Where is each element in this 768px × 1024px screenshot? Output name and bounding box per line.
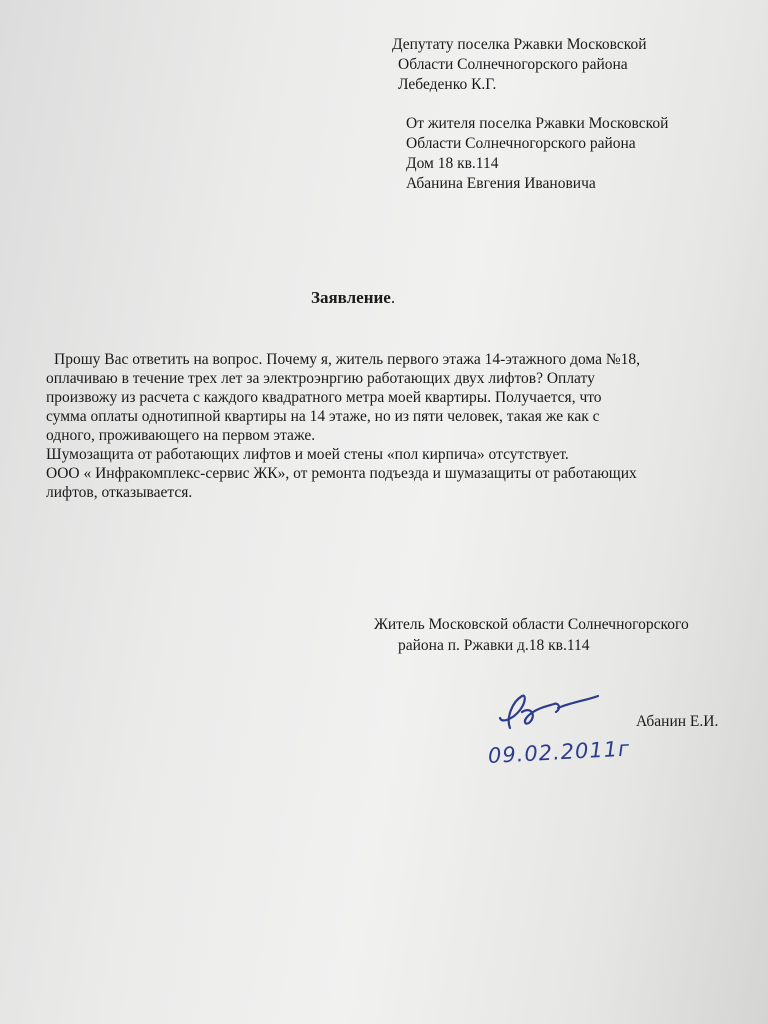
addressee-block bbox=[392, 35, 647, 95]
handwritten-date: 09.02.2011г bbox=[487, 736, 631, 768]
handwritten-signature bbox=[492, 688, 602, 736]
signer-block bbox=[374, 614, 689, 656]
sender-line: Абанина Евгения Ивановича bbox=[406, 175, 596, 192]
sender-block bbox=[406, 114, 668, 194]
body-line: произвожу из расчета с каждого квадратного метра моей квартиры. Получается, что bbox=[46, 389, 602, 406]
signer-line: района п. Ржавки д.18 кв.114 bbox=[398, 637, 590, 654]
body-line: ООО « Инфракомплекс-сервис ЖК», от ремонта подъезда и шумазащиты от работающих bbox=[46, 465, 637, 482]
sender-line: От жителя поселка Ржавки Московской bbox=[406, 115, 669, 132]
addressee-line: Лебеденко К.Г. bbox=[398, 76, 497, 93]
addressee-line: Депутату поселка Ржавки Московской bbox=[392, 36, 647, 53]
body-line: сумма оплаты однотипной квартиры на 14 этаже, но из пяти человек, такая же как с bbox=[46, 408, 600, 425]
body-line: одного, проживающего на первом этаже. bbox=[46, 427, 316, 444]
signer-name: Абанин Е.И. bbox=[636, 713, 719, 730]
document-title bbox=[311, 288, 395, 308]
statement-body bbox=[46, 350, 640, 502]
document-title-text: Заявление bbox=[311, 288, 391, 307]
addressee-line: Области Солнечногорского района bbox=[398, 56, 628, 73]
body-line: Шумозащита от работающих лифтов и моей стены «пол кирпича» отсутствует. bbox=[46, 446, 569, 463]
body-line: Прошу Вас ответить на вопрос. Почему я, житель первого этажа 14-этажного дома №18, bbox=[54, 351, 641, 368]
document-title-dot: . bbox=[390, 288, 396, 307]
sender-line: Области Солнечногорского района bbox=[406, 135, 636, 152]
sender-line: Дом 18 кв.114 bbox=[406, 155, 499, 172]
signer-line: Житель Московской области Солнечногорского bbox=[374, 616, 689, 633]
body-line: лифтов, отказывается. bbox=[46, 484, 193, 501]
body-line: оплачиваю в течение трех лет за электроэнргию работающих двух лифтов? Оплату bbox=[46, 370, 595, 387]
